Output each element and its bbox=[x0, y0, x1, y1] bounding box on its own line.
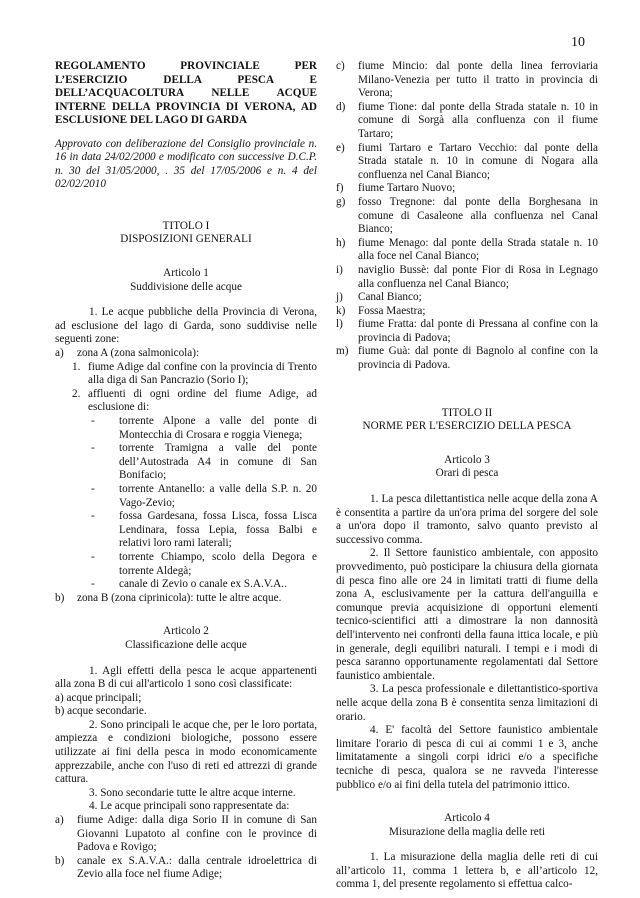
article4-heading: Articolo 4 bbox=[444, 812, 490, 825]
list-item: - torrente Chiampo, scolo della Degora e torrente Aldegà; bbox=[91, 550, 317, 577]
article3-subheading: Orari di pesca bbox=[435, 467, 499, 480]
list-item: b) zona B (zona ciprinicola): tutte le altre acque. bbox=[55, 591, 282, 604]
article1-heading: Articolo 1 bbox=[163, 267, 209, 280]
list-item: l) fiume Fratta: dal ponte di Pressana al confine con la provincia di Padova; bbox=[336, 318, 598, 344]
article4-subheading: Misurazione della maglia delle reti bbox=[389, 825, 545, 838]
approval-note: Approvato con deliberazione del Consiglio provinciale n. 16 in data 24/02/2000 e modificato con successive D.C.P. n. 30 del 31/05/2000, . 35 del 17/05/2006 e n. 4 del 02/02/2010 bbox=[55, 137, 317, 191]
list-item: i) naviglio Bussè: dal ponte Fior di Rosa in Legnago alla confluenza nel Canal Bianco; bbox=[336, 263, 598, 290]
list-item: - canale di Zevio o canale ex S.A.V.A.. bbox=[91, 578, 287, 591]
article3-paragraph: 2. Il Settore faunistico ambientale, con apposito provvedimento, può posticipare la chiusura della giornata di pesca fino alle ore 24 in limitati tratti di fiume della zona A, esclusivamente per la cattura dell'anguilla e comunque previa acquisizione di opportuni elementi tecnico-scientifici atti a dimostrare la non dannosità dell'intervento nei confronti della fauna ittica locale, e più in generale, degli equilibri naturali. I tempi e i modi di pesca saranno opportunamente regolamentati dal Settore faunistico ambientale. bbox=[336, 547, 598, 682]
article2-heading: Articolo 2 bbox=[163, 625, 209, 638]
titolo1-heading: TITOLO I bbox=[162, 219, 210, 232]
list-item: h) fiume Menago: dal ponte della Strada statale n. 10 alla foce nel Canal Bianco; bbox=[336, 236, 598, 263]
titolo1-subheading: DISPOSIZIONI GENERALI bbox=[120, 233, 252, 246]
article3-paragraph: 1. La pesca dilettantistica nelle acque della zona A è consentita a partire da un'ora prima del sorgere del sole a un'ora dopo il tramonto, salvo quanto previsto al successivo comma. bbox=[336, 493, 598, 546]
article1-paragraph: 1. Le acque pubbliche della Provincia di Verona, ad esclusione del lago di Garda, sono suddivise nelle seguenti zone: bbox=[55, 306, 317, 346]
regulation-title: REGOLAMENTO PROVINCIALE PER L’ESERCIZIO DELLA PESCA E DELL’ACQUACOLTURA NELLE ACQUE INTERNE DELLA PROVINCIA DI VERONA, AD ESCLUSIONE DEL LAGO DI GARDA bbox=[55, 60, 317, 126]
article3-heading: Articolo 3 bbox=[444, 453, 490, 466]
list-item: m) fiume Guà: dal ponte di Bagnolo al confine con la provincia di Padova. bbox=[336, 345, 598, 372]
list-item: j) Canal Bianco; bbox=[336, 291, 422, 304]
list-item: 1. fiume Adige dal confine con la provincia di Trento alla diga di San Pancrazio (Sorio I); bbox=[72, 360, 317, 387]
article3-paragraph: 4. E' facoltà del Settore faunistico ambientale limitare l'orario di pesca di cui ai commi 1 e 3, anche limitatamente a singoli corpi idrici e/o a specifiche tecniche di pesca, qualora se ne ravveda l'interesse pubblico e/o ai fini della tutela del patrimonio ittico. bbox=[336, 724, 598, 791]
list-item: e) fiumi Tartaro e Tartaro Vecchio: dal ponte della Strada statale n. 10 in comune di Nogara alla confluenza nel Canal Bianco; bbox=[336, 141, 598, 181]
page-number: 10 bbox=[571, 35, 585, 50]
list-item: 2. affluenti di ogni ordine del fiume Adige, ad esclusione di: bbox=[72, 387, 317, 414]
list-item: - torrente Tramigna a valle del ponte dell’Autostrada A4 in comune di San Bonifacio; bbox=[91, 442, 317, 482]
list-item: k) Fossa Maestra; bbox=[336, 304, 426, 317]
list-item: a) zona A (zona salmonicola): bbox=[55, 347, 200, 360]
list-item: f) fiume Tartaro Nuovo; bbox=[336, 182, 456, 195]
titolo2-subheading: NORME PER L'ESERCIZIO DELLA PESCA bbox=[362, 420, 572, 433]
list-item: c) fiume Mincio: dal ponte della linea ferroviaria Milano-Venezia per tutto il tratto in provincia di Verona; bbox=[336, 60, 598, 100]
article2-paragraph: 2. Sono principali le acque che, per le loro portata, ampiezza e condizioni biologiche, possono essere utilizzate ai fini della pesca in modo economicamente apprezzabile, anche con l'uso di reti ed attrezzi di grande cattura. bbox=[55, 718, 317, 786]
left-column bbox=[55, 60, 317, 882]
article4-paragraph: 1. La misurazione della maglia delle reti di cui all’articolo 11, comma 1 lettera b, e all’articolo 12, comma 1, del presente regolamento si effettua calco- bbox=[336, 851, 598, 891]
list-item: - torrente Antanello: a valle della S.P. n. 20 Vago-Zevio; bbox=[91, 482, 317, 509]
list-item: g) fosso Tregnone: dal ponte della Borghesana in comune di Casaleone alla confluenza nel Canal Bianco; bbox=[336, 195, 598, 236]
right-column bbox=[336, 60, 598, 892]
list-item: a) fiume Adige: dalla diga Sorio II in comune di San Giovanni Lupatoto al confine con le province di Padova e Rovigo; bbox=[55, 814, 317, 854]
article2-paragraph: 1. Agli effetti della pesca le acque appartenenti alla zona B di cui all'articolo 1 sono così classificate: bbox=[55, 664, 317, 691]
article2-paragraph: 3. Sono secondarie tutte le altre acque interne. bbox=[89, 786, 296, 799]
list-item: - torrente Alpone a valle del ponte di Montecchia di Crosara e roggia Vienega; bbox=[91, 415, 317, 441]
article1-subheading: Suddivisione delle acque bbox=[130, 280, 242, 293]
list-item: b) canale ex S.A.V.A.: dalla centrale idroelettrica di Zevio alla foce nel fiume Adige; bbox=[55, 854, 317, 881]
article2-paragraph: 4. Le acque principali sono rappresentate da: bbox=[89, 800, 290, 813]
article2-subheading: Classificazione delle acque bbox=[125, 638, 247, 651]
article3-paragraph: 3. La pesca professionale e dilettantistico-sportiva nelle acque della zona B è consentita senza limitazioni di orario. bbox=[336, 683, 598, 723]
article2-line: b) acque secondarie. bbox=[55, 705, 147, 718]
list-item: d) fiume Tione: dal ponte della Strada statale n. 10 in comune di Sorgà alla confluenza con il fiume Tartaro; bbox=[336, 100, 598, 140]
titolo2-heading: TITOLO II bbox=[441, 406, 493, 419]
list-item: - fossa Gardesana, fossa Lisca, fossa Lisca Lendinara, fossa Lepia, fossa Balbi e relativi loro rami laterali; bbox=[91, 510, 317, 550]
article2-line: a) acque principali; bbox=[55, 691, 142, 704]
